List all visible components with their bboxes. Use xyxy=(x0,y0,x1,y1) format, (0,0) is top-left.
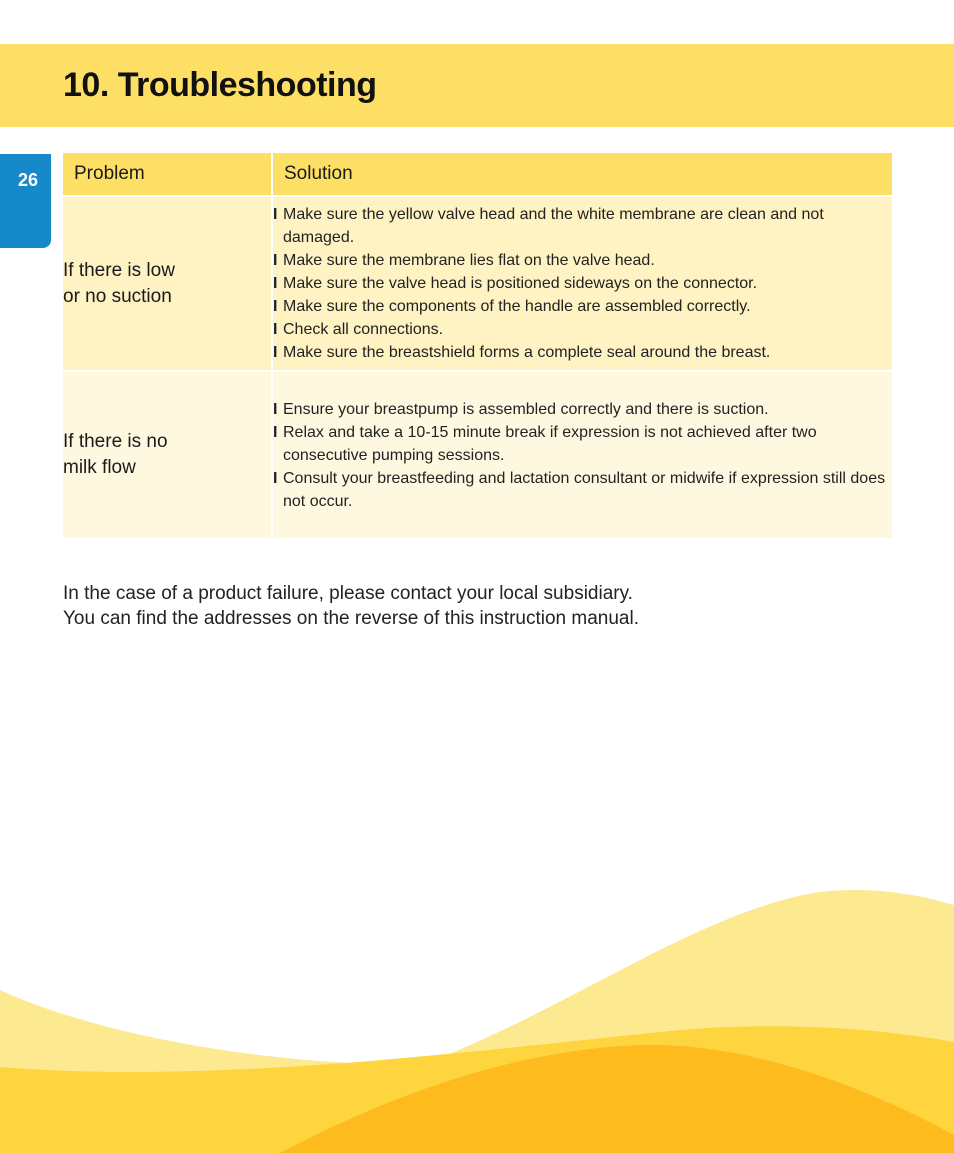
problem-line: or no suction xyxy=(63,285,172,307)
solution-text: Consult your breastfeeding and lactation consultant or midwife if expression still does not occur. xyxy=(283,469,886,510)
problem-line: If there is no xyxy=(63,431,168,452)
problem-cell xyxy=(63,196,272,371)
list-item xyxy=(273,318,892,341)
solution-text: Make sure the membrane lies flat on the valve head. xyxy=(283,252,655,269)
solution-cell xyxy=(272,196,892,371)
solution-text: Make sure the breastshield forms a complete seal around the breast. xyxy=(283,344,771,361)
list-item xyxy=(273,272,892,295)
list-item xyxy=(273,249,892,272)
solution-text: Check all connections. xyxy=(283,321,444,338)
solution-cell xyxy=(272,371,892,538)
table-header-row xyxy=(63,153,892,196)
problem-cell xyxy=(63,371,272,538)
list-item xyxy=(273,341,892,364)
footer-note xyxy=(63,581,883,631)
bullet-mark: I xyxy=(273,469,278,487)
solution-text: Ensure your breastpump is assembled correctly and there is suction. xyxy=(283,400,769,418)
page-number: 26 xyxy=(18,170,39,190)
problem-line: milk flow xyxy=(63,457,136,478)
table-row xyxy=(63,196,892,371)
bullet-mark: I xyxy=(273,206,278,223)
solution-text: Make sure the valve head is positioned sideways on the connector. xyxy=(283,275,758,292)
solution-text: Make sure the yellow valve head and the white membrane are clean and not damaged. xyxy=(283,206,824,246)
solution-text: Relax and take a 10-15 minute break if expression is not achieved after two consecutive pumping sessions. xyxy=(283,423,817,464)
footer-line: In the case of a product failure, please contact your local subsidiary. xyxy=(63,583,633,604)
bullet-mark: I xyxy=(273,423,278,441)
solution-list xyxy=(273,203,892,364)
bullet-mark: I xyxy=(273,344,278,361)
footer-line: You can find the addresses on the reverse of this instruction manual. xyxy=(63,608,639,629)
problem-line: If there is low xyxy=(63,259,175,281)
list-item xyxy=(273,203,892,249)
header-problem: Problem xyxy=(63,153,272,196)
solution-text: Make sure the components of the handle are assembled correctly. xyxy=(283,298,751,315)
list-item xyxy=(273,421,892,467)
bullet-mark: I xyxy=(273,275,278,292)
bullet-mark: I xyxy=(273,321,278,338)
bullet-mark: I xyxy=(273,298,278,315)
bullet-mark: I xyxy=(273,252,278,269)
table-row xyxy=(63,371,892,538)
header-solution: Solution xyxy=(272,153,892,196)
page-title: 10. Troubleshooting xyxy=(63,66,377,104)
solution-list xyxy=(273,398,892,513)
list-item xyxy=(273,398,892,421)
list-item xyxy=(273,467,892,513)
list-item xyxy=(273,295,892,318)
troubleshooting-table xyxy=(63,153,892,538)
bullet-mark: I xyxy=(273,400,278,418)
decorative-waves xyxy=(0,880,954,1153)
page-number-tab xyxy=(0,154,51,248)
